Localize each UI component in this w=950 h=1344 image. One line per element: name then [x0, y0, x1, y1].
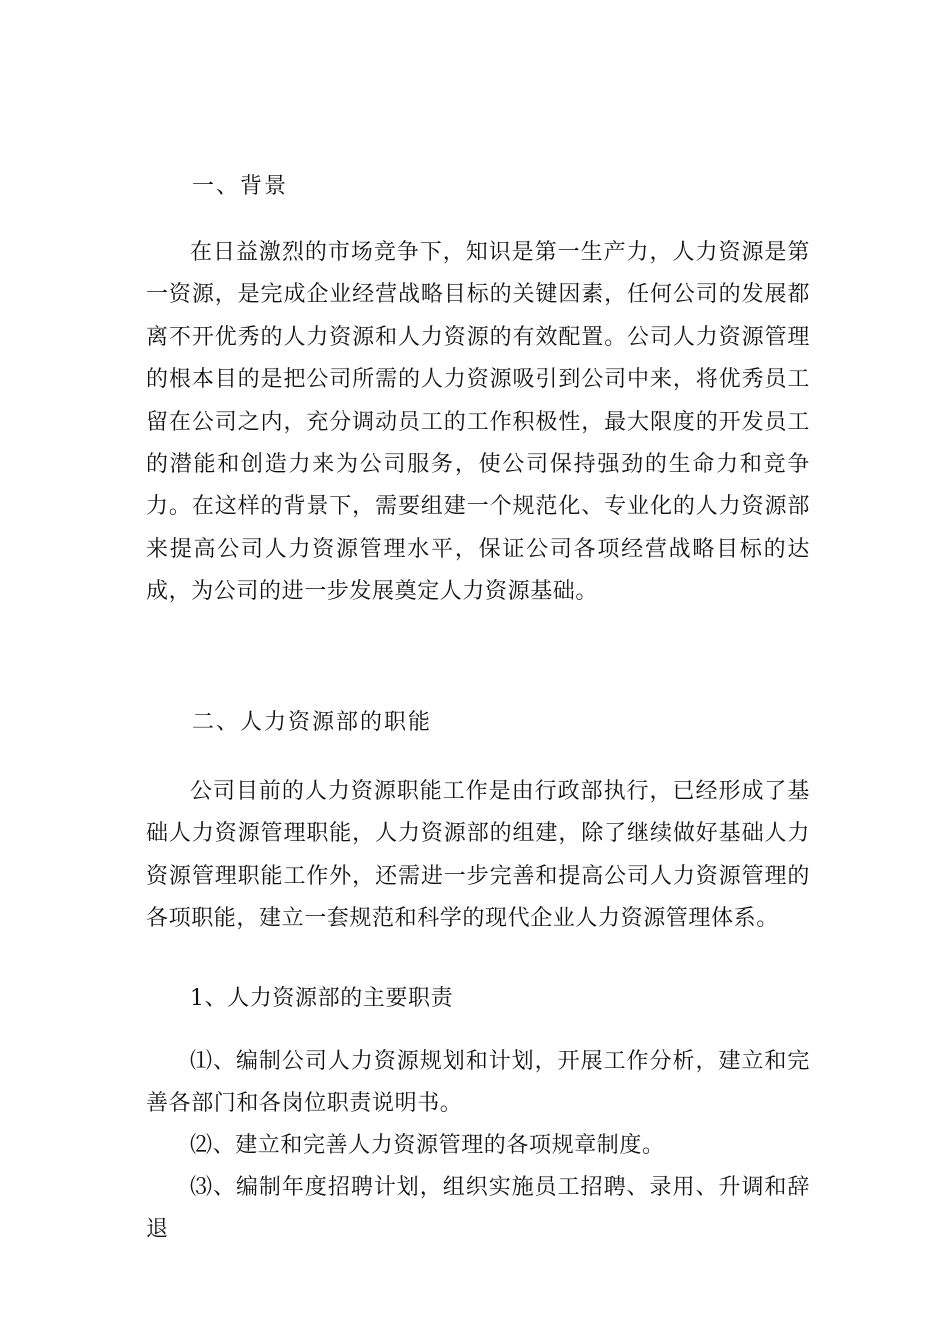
duty-item-1: ⑴、编制公司人力资源规划和计划，开展工作分析，建立和完善各部门和各岗位职责说明书。 — [146, 1049, 810, 1117]
section-heading-background: 一、背景 — [192, 174, 289, 199]
duty-item-2: ⑵、建立和完善人力资源管理的各项规章制度。 — [190, 1133, 665, 1158]
subheading-main-duties: 1、人力资源部的主要职责 — [190, 986, 454, 1011]
hr-functions-paragraph: 公司目前的人力资源职能工作是由行政部执行，已经形成了基础人力资源管理职能，人力资源部的组建，除了继续做好基础人力资源管理职能工作外，还需进一步完善和提高公司人力资源管理的各项职能，建立一套规范和科学的现代企业人力资源管理体系。 — [146, 779, 810, 932]
duty-item-3: ⑶、编制年度招聘计划，组织实施员工招聘、录用、升调和辞退 — [146, 1175, 810, 1243]
background-paragraph: 在日益激烈的市场竞争下，知识是第一生产力，人力资源是第一资源，是完成企业经营战略目标的关键因素，任何公司的发展都离不开优秀的人力资源和人力资源的有效配置。公司人力资源管理的根本目的是把公司所需的人力资源吸引到公司中来，将优秀员工留在公司之内，充分调动员工的工作积极性，最大限度的开发员工的潜能和创造力来为公司服务，使公司保持强劲的生命力和竞争力。在这样的背景下，需要组建一个规范化、专业化的人力资源部来提高公司人力资源管理水平，保证公司各项经营战略目标的达成，为公司的进一步发展奠定人力资源基础。 — [146, 240, 810, 605]
section-heading-hr-functions: 二、人力资源部的职能 — [192, 710, 433, 735]
